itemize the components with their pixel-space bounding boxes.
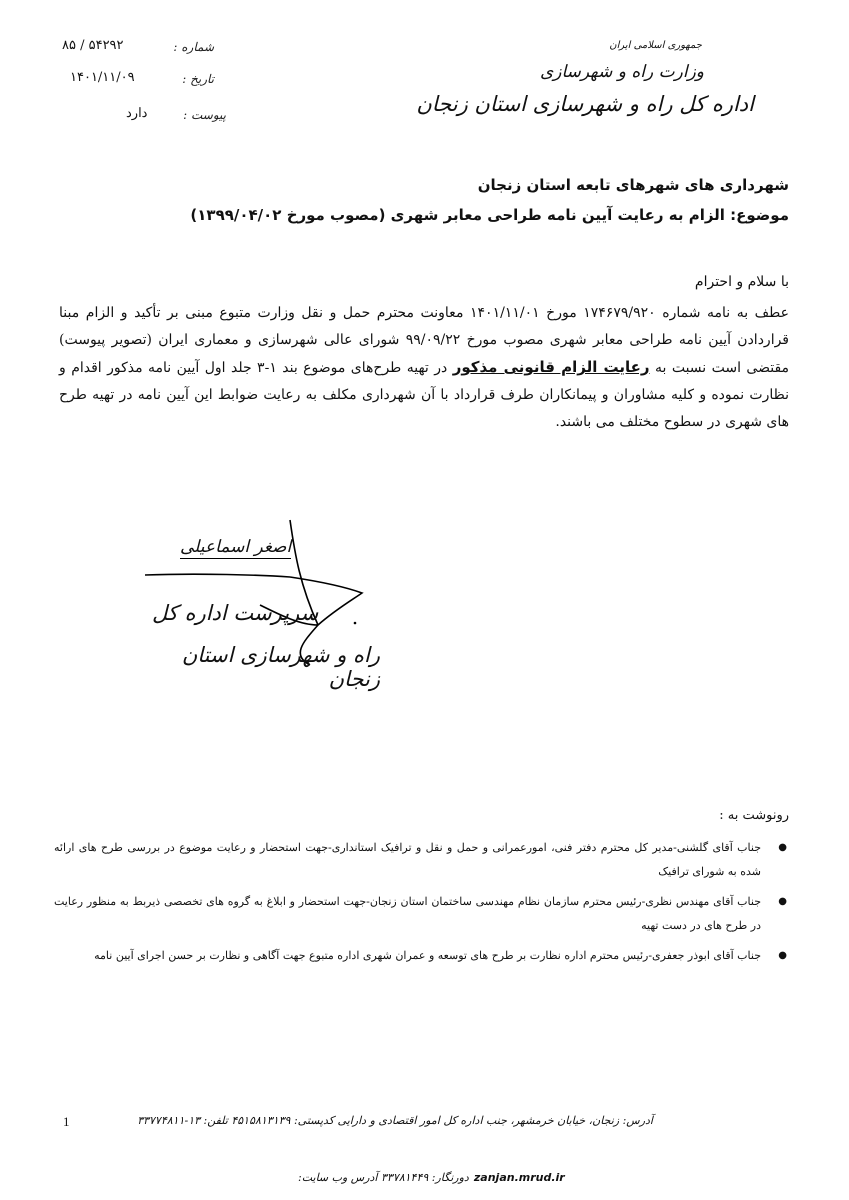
letter-attachment-value: دارد <box>126 106 148 121</box>
cc-item <box>54 836 789 884</box>
letter-body <box>59 300 789 436</box>
website-link[interactable]: zanjan.mrud.ir <box>473 1171 565 1184</box>
body-text-part1: عطف به نامه شماره ۱۷۴۶۷۹/۹۲۰ مورخ ۱۴۰۱/۱۱/۰۱ معاونت محترم حمل و نقل وزارت متبوع مبنی بر تأکید و الزام مبنا قراردادن آیین نامه طراحی معابر شهری مصوب مورخ ۹۹/۰۹/۲۲ شورای عالی شهرسازی و معماری ایران (تصویر پیوست) مقتضی است نسبت به <box>59 305 790 376</box>
subject-line: موضوع: الزام به رعایت آیین نامه طراحی معابر شهری (مصوب مورخ ۱۳۹۹/۰۴/۰۲) <box>190 206 789 224</box>
footer-contact <box>298 1166 628 1185</box>
letter-meta <box>40 38 226 128</box>
letter-attachment-label: پیوست : <box>183 108 226 122</box>
cc-list <box>54 836 789 974</box>
footer-address: آدرس: زنجان، خیابان خرمشهر، جنب اداره کل امور اقتصادی و دارایی کدپستی: ۴۵۱۵۸۱۳۱۳۹ تلفن: ۱۳-۳۳۷۷۴۸۱۱ <box>137 1114 653 1127</box>
letter-date-value: ۱۴۰۱/۱۱/۰۹ <box>70 70 135 85</box>
bullet-icon: ● <box>778 842 787 853</box>
body-text-part2: در تهیه طرح‌های موضوع بند ۱-۳ جلد اول آیین نامه مذکور اقدام و نظارت نموده و کلیه مشاوران و پیمانکاران طرف قرارداد با آن شهرداری مکلف به رعایت ضوابط این آیین نامه در تهیه طرح های شهری در سطوح مختلف می باشند. <box>59 360 789 430</box>
letterhead-ministry: وزارت راه و شهرسازی <box>539 62 704 82</box>
letter-number-label: شماره : <box>173 40 214 54</box>
letterhead-office: اداره کل راه و شهرسازی استان زنجان <box>416 92 754 116</box>
addressee: شهرداری های شهرهای تابعه استان زنجان <box>477 176 789 194</box>
signatory-name: اصغر اسماعیلی <box>180 537 292 557</box>
body-emphasis: رعایت الزام قانونی مذکور <box>452 358 650 376</box>
signatory-title-line2: راه و شهرسازی استان زنجان <box>181 643 380 691</box>
signature-block <box>140 515 380 690</box>
bullet-icon: ● <box>778 950 787 961</box>
cc-item-text: جناب آقای ابوذر جعفری-رئیس محترم اداره نظارت بر طرح های توسعه و عمران شهری اداره متبوع جهت آگاهی و نظارت بر حسن اجرای آیین نامه <box>94 949 761 962</box>
cc-item <box>54 890 789 938</box>
letterhead <box>414 38 754 128</box>
letter-number-value: ۸۵ / ۵۴۲۹۲ <box>62 38 124 53</box>
letterhead-country: جمهوری اسلامی ایران <box>609 40 702 51</box>
page-number: 1 <box>63 1114 70 1129</box>
letter-date-label: تاریخ : <box>182 72 214 86</box>
cc-item <box>54 944 789 968</box>
bullet-icon: ● <box>778 896 787 907</box>
footer-fax-website-label: دورنگار: ۳۳۷۸۱۴۴۹ آدرس وب سایت: <box>298 1171 469 1184</box>
cc-heading: رونوشت به : <box>719 808 789 823</box>
signatory-title-line1: سرپرست اداره کل <box>152 601 319 625</box>
cc-item-text: جناب آقای مهندس نظری-رئیس محترم سازمان نظام مهندسی ساختمان استان زنجان-جهت استحضار و ابلاغ به گروه های تخصصی ذیربط به منظور رعایت در طرح های در دست تهیه <box>54 895 761 932</box>
greeting: با سلام و احترام <box>694 274 789 290</box>
cc-item-text: جناب آقای گلشنی-مدیر کل محترم دفتر فنی، امورعمرانی و حمل و نقل و ترافیک استانداری-جهت استحضار و رعایت موضوع در بررسی طرح های ارائه شده به شورای ترافیک <box>54 841 761 878</box>
